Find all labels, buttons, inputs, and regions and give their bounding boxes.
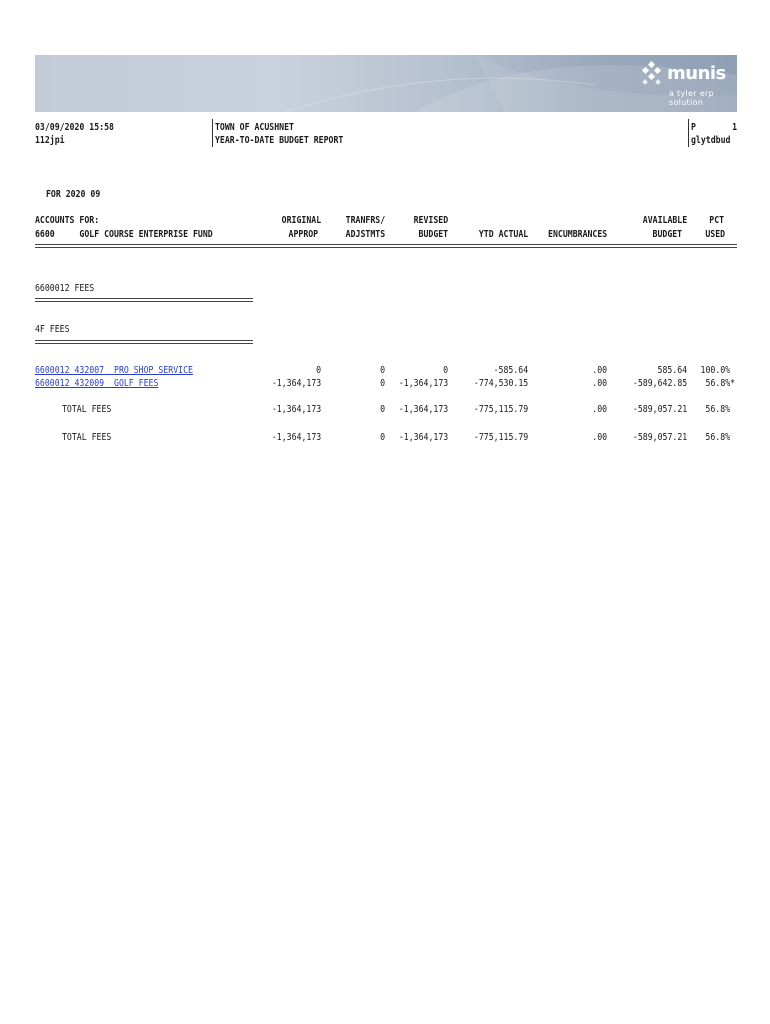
col-encumbrances: ENCUMBRANCES [547,229,607,240]
header-divider-right [688,119,689,147]
total-tranfrs: 0 [380,404,385,415]
munis-logo [639,61,729,107]
col-tranfrs-line1: TRANFRS/ [345,215,385,226]
total-tranfrs: 0 [380,432,385,443]
account-link[interactable]: 6600012 432007 PRO SHOP SERVICE [35,365,193,376]
cell-enc: .00 [592,365,607,376]
total-enc: .00 [592,432,607,443]
cell-original: 0 [316,365,321,376]
object-group-heading: 4F FEES [35,324,70,335]
org-heading-rule [35,298,253,302]
cell-original: -1,364,173 [271,378,321,389]
total-ytd: -775,115.79 [473,432,528,443]
page-label: P [691,122,696,133]
cell-enc: .00 [592,378,607,389]
cell-avail: 585.64 [657,365,687,376]
report-user: 112jpi [35,135,65,146]
header-divider-left [212,119,213,147]
total-avail: -589,057.21 [632,404,687,415]
org-heading: 6600012 FEES [35,283,95,294]
report-banner [35,55,737,112]
col-revised-line2: BUDGET [418,229,448,240]
col-tranfrs-line2: ADJSTMTS [345,229,385,240]
total-ytd: -775,115.79 [473,404,528,415]
col-ytd-actual: YTD ACTUAL [478,229,528,240]
munis-logo-word: munis [667,63,726,84]
col-available-line2: BUDGET [652,229,682,240]
accounts-for-label: ACCOUNTS FOR: [35,215,100,226]
page-number: 1 [732,122,737,133]
cell-pct: 100.0% [700,365,730,376]
total-pct: 56.8% [705,432,730,443]
munis-logo-tagline: a tyler erp solution [669,89,714,107]
total-revised: -1,364,173 [398,404,448,415]
cell-tranfrs: 0 [380,378,385,389]
col-pct-line1: PCT [709,215,724,226]
banner-swoosh [35,55,737,112]
fund-name: 6600 GOLF COURSE ENTERPRISE FUND [35,229,213,240]
report-datetime: 03/09/2020 15:58 [35,122,114,133]
cell-revised: -1,364,173 [398,378,448,389]
munis-logo-mark-icon [639,61,665,87]
header-rule [35,244,737,248]
cell-pct: 56.8%* [705,378,735,389]
total-avail: -589,057.21 [632,432,687,443]
total-label: TOTAL FEES [62,432,112,443]
total-label: TOTAL FEES [62,404,112,415]
report-title: YEAR-TO-DATE BUDGET REPORT [215,135,344,146]
total-revised: -1,364,173 [398,432,448,443]
cell-ytd: -774,530.15 [473,378,528,389]
col-pct-line2: USED [705,229,725,240]
cell-avail: -589,642.85 [632,378,687,389]
cell-tranfrs: 0 [380,365,385,376]
report-period: FOR 2020 09 [46,189,101,200]
col-revised-line1: REVISED [413,215,448,226]
program-name: glytdbud [691,135,731,146]
total-original: -1,364,173 [271,432,321,443]
col-available-line1: AVAILABLE [642,215,687,226]
object-group-rule [35,340,253,344]
cell-ytd: -585.64 [493,365,528,376]
total-enc: .00 [592,404,607,415]
cell-revised: 0 [443,365,448,376]
account-link[interactable]: 6600012 432009 GOLF FEES [35,378,159,389]
total-pct: 56.8% [705,404,730,415]
town-name: TOWN OF ACUSHNET [215,122,294,133]
col-original-line2: APPROP [288,229,318,240]
total-original: -1,364,173 [271,404,321,415]
col-original-line1: ORIGINAL [281,215,321,226]
